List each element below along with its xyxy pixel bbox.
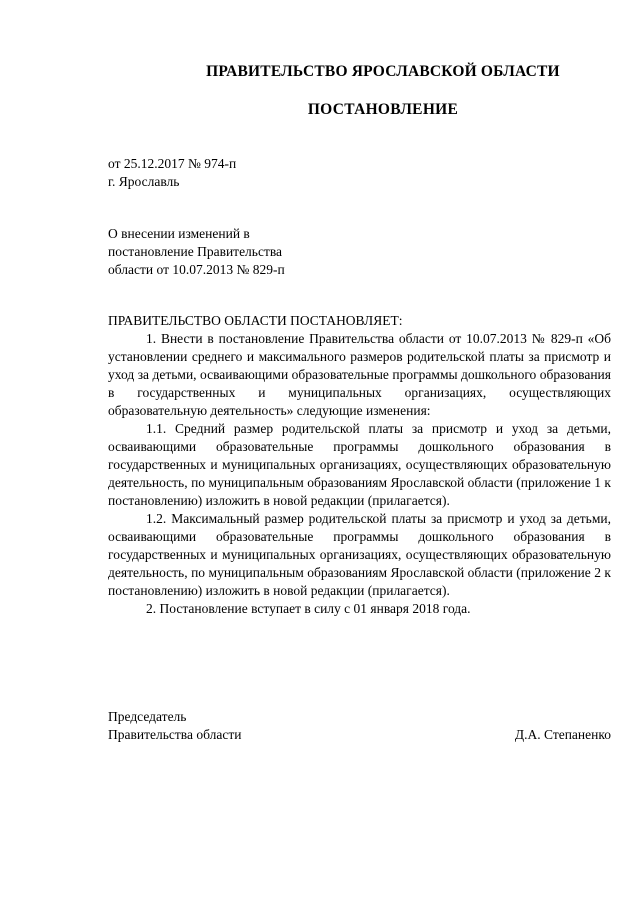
date-number: от 25.12.2017 № 974-п (108, 156, 237, 171)
signer-name: Д.А. Степаненко (514, 727, 611, 742)
paragraph-1: 1. Внести в постановление Правительства области от 10.07.2013 № 829-п «Об установлении среднего и максимального размеров родительской платы за присмотр и уход за детьми, осваивающими образовательные программы дошкольного образования в государственных и муниципальных организациях, осуществляющих образовательную деятельность» следующие изменения: (108, 331, 611, 418)
signature-block (108, 708, 611, 744)
paragraph-2: 2. Постановление вступает в силу с 01 января 2018 года. (146, 601, 471, 616)
subject-line: области от 10.07.2013 № 829-п (108, 262, 285, 277)
signer-title-line: Правительства области (108, 727, 242, 742)
city: г. Ярославль (108, 174, 180, 189)
document-meta (108, 155, 236, 191)
document-type-heading: ПОСТАНОВЛЕНИЕ (307, 101, 459, 118)
subject-line: постановление Правительства (108, 244, 283, 259)
subject-line: О внесении изменений в (108, 226, 250, 241)
signature-row (108, 726, 611, 744)
organization-heading: ПРАВИТЕЛЬСТВО ЯРОСЛАВСКОЙ ОБЛАСТИ (206, 63, 560, 80)
signer-title-line: Председатель (108, 709, 187, 724)
document-subject (108, 225, 285, 279)
paragraph-1-1: 1.1. Средний размер родительской платы за присмотр и уход за детьми, осваивающими образовательные программы дошкольного образования в государственных и муниципальных организациях, осуществляющих образовательную деятельность, по муниципальным образованиям Ярославской области (приложение 1 к постановлению) изложить в новой редакции (прилагается). (108, 421, 611, 508)
decree-line: ПРАВИТЕЛЬСТВО ОБЛАСТИ ПОСТАНОВЛЯЕТ: (108, 313, 403, 328)
paragraph-1-2: 1.2. Максимальный размер родительской платы за присмотр и уход за детьми, осваивающими образовательные программы дошкольного образования в государственных и муниципальных организациях, осуществляющих образовательную деятельность, по муниципальным образованиям Ярославской области (приложение 2 к постановлению) изложить в новой редакции (прилагается). (108, 511, 611, 598)
document-body (108, 312, 611, 618)
